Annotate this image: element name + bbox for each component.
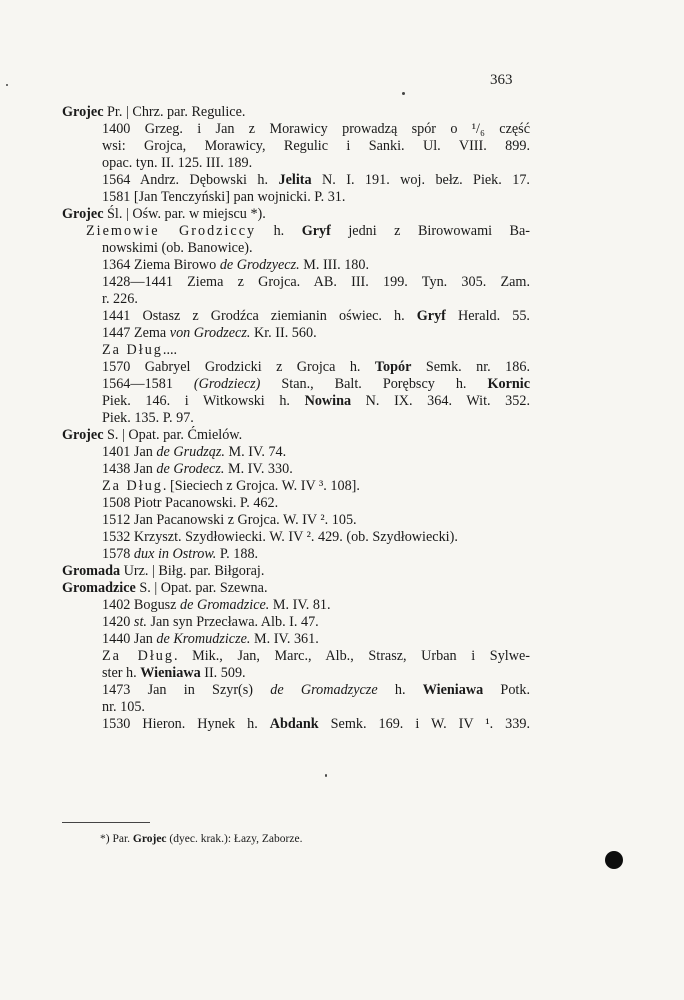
italic-term: (Grodziecz) [193,376,261,392]
bold-term: Abdank [269,716,319,732]
text-run: Za Dług [102,478,163,494]
page-number: 363 [490,72,513,88]
text-line [62,342,530,359]
italic-term: de Grodzyecz. [219,257,300,273]
text-run: S. | Opat. par. Ćmielów. [103,427,243,443]
bold-term: Kornic [487,376,530,392]
text-block [62,104,530,733]
italic-term: de Grudząz. [156,444,225,460]
text-line [62,223,530,240]
text-line [62,410,530,427]
text-run: 1581 [Jan Tenczyński] pan wojnicki. P. 31. [102,189,346,205]
text-line [62,614,530,631]
text-run: M. IV. 81. [269,597,331,613]
text-line [62,155,530,172]
text-run: 1578 [102,546,134,562]
text-line [62,359,530,376]
text-run: N. I. 191. woj. bełz. Piek. 17. [311,172,530,188]
text-line [62,648,530,665]
text-run: Śl. | Ośw. par. w miejscu *). [103,206,266,222]
text-line [62,631,530,648]
bold-term: Gryf [301,223,331,239]
text-run: Za Dług [102,342,163,358]
text-line [62,121,530,138]
italic-term: von Grodzecz. [169,325,251,341]
footnote [100,832,302,846]
text-run: 1570 Gabryel Grodzicki z Grojca h. [102,359,375,375]
bold-term: Wieniawa [422,682,484,698]
text-line [62,189,530,206]
text-run: P. 188. [216,546,259,562]
text-run: 1473 Jan in Szyr(s) [102,682,271,698]
text-run: Kr. II. 560. [250,325,317,341]
italic-term: de Gromadzice. [180,597,270,613]
paper-speck [6,84,8,86]
text-line [62,444,530,461]
text-run: Potk. [483,682,530,698]
text-run: Herald. 55. [445,308,530,324]
text-run: M. IV. 330. [224,461,293,477]
text-run: Pr. | Chrz. par. Regulice. [103,104,246,120]
text-line [62,138,530,155]
bold-term: Grojec [62,206,104,222]
bold-term: Gromadzice [62,580,136,596]
text-line [62,257,530,274]
bold-term: Gryf [416,308,446,324]
bold-term: Gromada [62,563,121,579]
text-run: nr. 105. [102,699,145,715]
footnote-marker: *) Par. [100,833,131,845]
text-run: nowskimi (ob. Banowice). [102,240,253,256]
text-run: . Mik., Jan, Marc., Alb., Strasz, Urban i Sylwe- [173,648,530,664]
text-run: 1532 Krzyszt. Szydłowiecki. W. IV ². 429. (ob. Szydłowiecki). [102,529,458,545]
text-line [62,274,530,291]
italic-term: de Gromadzycze [270,682,378,698]
text-run: 1512 Jan Pacanowski z Grojca. W. IV ². 105. [102,512,357,528]
bold-term: Grojec [62,427,104,443]
text-run: ster h. [102,665,141,681]
text-run: r. 226. [102,291,138,307]
text-run: M. IV. 361. [250,631,319,647]
text-run: 1420 [102,614,134,630]
text-line [62,393,530,410]
text-line [62,206,530,223]
text-line [62,512,530,529]
footnote-bold: Grojec [132,833,167,845]
bold-term: Nowina [304,393,352,409]
bold-term: Wieniawa [140,665,201,681]
text-run: 1400 Grzeg. i Jan z Morawicy prowadzą spór o ¹/₆ część [102,121,530,137]
text-run: II. 509. [200,665,246,681]
text-line [62,529,530,546]
bold-term: Grojec [62,104,104,120]
text-run: 1564—1581 [102,376,194,392]
text-line [62,478,530,495]
text-run: 1428—1441 Ziema z Grojca. AB. III. 199. Tyn. 305. Zam. [102,274,530,290]
text-line [62,563,530,580]
text-run: Jan syn Przecława. Alb. I. 47. [146,614,319,630]
text-run: .... [162,342,178,358]
text-line [62,308,530,325]
italic-term: dux in Ostrow. [133,546,217,562]
text-run: Ziemowie Grodziccy [86,223,257,239]
text-run: jedni z Birowowami Ba- [330,223,531,239]
italic-term: st. [133,614,147,630]
text-run: Urz. | Biłg. par. Biłgoraj. [120,563,265,579]
paper-speck [402,92,405,95]
text-run: opac. tyn. II. 125. III. 189. [102,155,253,171]
text-line [62,495,530,512]
text-line [62,580,530,597]
text-line [62,104,530,121]
text-run: Stan., Balt. Porębscy h. [260,376,488,392]
footnote-rule [62,822,150,823]
text-run: 1447 Zema [102,325,170,341]
italic-term: de Kromudzicze. [156,631,251,647]
text-run: 1401 Jan [102,444,157,460]
text-run: 1438 Jan [102,461,157,477]
text-line [62,546,530,563]
text-run: . [Sieciech z Grojca. W. IV ³. 108]. [162,478,360,494]
text-run: S. | Opat. par. Szewna. [135,580,268,596]
text-run: Piek. 146. i Witkowski h. [102,393,305,409]
text-run: h. [256,223,302,239]
text-run: M. III. 180. [299,257,370,273]
text-run: 1530 Hieron. Hynek h. [102,716,270,732]
text-run: 1440 Jan [102,631,157,647]
text-line [62,376,530,393]
text-line [62,682,530,699]
ink-dot [605,851,623,869]
text-line [62,716,530,733]
text-run: 1564 Andrz. Dębowski h. [102,172,279,188]
footnote-rest: (dyec. krak.): Łazy, Zaborze. [169,833,303,845]
bold-term: Jelita [278,172,312,188]
paper-speck [325,774,327,777]
text-line [62,461,530,478]
text-line [62,240,530,257]
text-line [62,597,530,614]
text-run: Semk. nr. 186. [411,359,530,375]
text-line [62,427,530,444]
italic-term: de Grodecz. [156,461,225,477]
text-run: M. IV. 74. [224,444,287,460]
text-run: 1441 Ostasz z Grodźca ziemianin oświec. h. [102,308,417,324]
text-line [62,665,530,682]
text-line [62,291,530,308]
text-line [62,172,530,189]
text-line [62,325,530,342]
text-run: Semk. 169. i W. IV ¹. 339. [318,716,530,732]
text-run: 1508 Piotr Pacanowski. P. 462. [102,495,279,511]
text-run: Piek. 135. P. 97. [102,410,194,426]
text-line [62,699,530,716]
text-run: 1402 Bogusz [102,597,181,613]
text-run: wsi: Grojca, Morawicy, Regulic i Sanki. Ul. VIII. 899. [102,138,530,154]
text-run: Za Dług [102,648,174,664]
bold-term: Topór [374,359,412,375]
text-run: N. IX. 364. Wit. 352. [351,393,531,409]
text-run: h. [377,682,423,698]
text-run: 1364 Ziema Birowo [102,257,220,273]
